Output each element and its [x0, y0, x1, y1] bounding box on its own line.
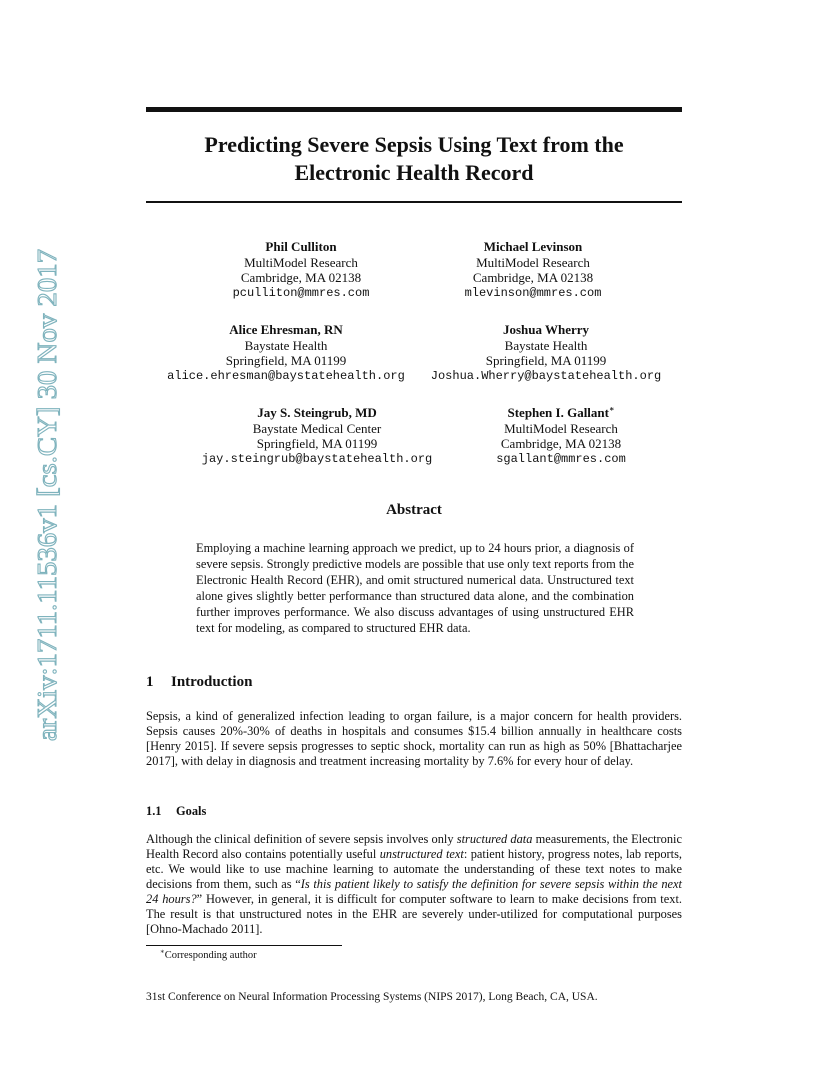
conference-venue: 31st Conference on Neural Information Processing Systems (NIPS 2017), Long Beach, CA, USA. [146, 991, 598, 1003]
author-email[interactable]: sgallant@mmres.com [496, 451, 626, 466]
author-block-6 [421, 405, 701, 467]
author-email[interactable]: alice.ehresman@baystatehealth.org [167, 368, 405, 383]
title-line-1: Predicting Severe Sepsis Using Text from the [204, 132, 624, 157]
author-email[interactable]: mlevinson@mmres.com [464, 285, 602, 300]
author-address: Cambridge, MA 02138 [240, 270, 362, 285]
title-top-rule [146, 107, 682, 112]
subsection-number: 1.1 [146, 804, 162, 818]
author-name: Stephen I. Gallant∗ [507, 404, 615, 420]
corresponding-author-mark: ∗ [608, 404, 615, 414]
footnote-text: Corresponding author [164, 950, 257, 961]
author-name: Michael Levinson [483, 239, 583, 254]
author-block-3 [146, 322, 426, 384]
subsection-heading-goals [146, 804, 206, 819]
author-email[interactable]: jay.steingrub@baystatehealth.org [201, 451, 433, 466]
title-line-2: Electronic Health Record [294, 160, 534, 185]
author-name: Alice Ehresman, RN [229, 322, 343, 337]
emphasis-structured-data: structured data [456, 832, 533, 846]
author-affiliation: Baystate Medical Center [252, 420, 382, 436]
footnote [160, 947, 257, 961]
author-affiliation: Baystate Health [244, 337, 328, 353]
paper-title [146, 131, 682, 187]
author-address: Springfield, MA 01199 [485, 353, 607, 368]
author-address: Cambridge, MA 02138 [500, 436, 622, 451]
arxiv-stamp[interactable] [12, 244, 68, 744]
author-block-5 [177, 405, 457, 467]
emphasis-question: Is this patient likely to satisfy the definition for severe sepsis within the next 24 hours? [146, 877, 682, 906]
introduction-paragraph: Sepsis, a kind of generalized infection leading to organ failure, is a major concern for health providers. Sepsis causes 20%-30% of deaths in hospitals and consumes $15.4 billion annually in healthcare costs [Henry 2015]. If severe sepsis progresses to septic shock, mortality can run as high as 50% [Bhattacharjee 2017], with delay in diagnosis and treatment increasing mortality by 7.6% for every hour of delay. [146, 709, 682, 768]
author-name: Joshua Wherry [502, 322, 590, 337]
footnote-mark: ∗ [160, 947, 165, 956]
arxiv-stamp-text: arXiv:1711.11536v1 [cs.CY] 30 Nov 2017 [32, 279, 62, 741]
title-bottom-rule [146, 201, 682, 203]
author-name: Jay S. Steingrub, MD [257, 405, 377, 420]
author-affiliation: MultiModel Research [244, 254, 358, 270]
author-block-4 [406, 322, 686, 384]
author-affiliation: MultiModel Research [504, 420, 618, 436]
goals-paragraph: Although the clinical definition of severe sepsis involves only structured data measurements, the Electronic Health Record also contains potentially useful unstructured text: patient history, progress notes, lab reports, etc. We would like to use machine learning to automate the understanding of these text notes to make decisions from them, such as “Is this patient likely to satisfy the definition for severe sepsis within the next 24 hours?” However, in general, it is difficult for computer software to learn to make decisions from text. The result is that unstructured notes in the EHR are severely under-utilized for computational purposes [Ohno-Machado 2011]. [146, 832, 682, 936]
author-affiliation: MultiModel Research [476, 254, 590, 270]
author-name: Phil Culliton [265, 239, 337, 254]
author-affiliation: Baystate Health [504, 337, 588, 353]
abstract-heading: Abstract [386, 502, 442, 518]
section-heading-introduction [146, 674, 252, 691]
subsection-title: Goals [176, 804, 207, 818]
author-address: Cambridge, MA 02138 [472, 270, 594, 285]
arxiv-stamp-graphic [12, 244, 68, 744]
emphasis-unstructured-text: unstructured text [379, 847, 464, 861]
section-title: Introduction [171, 674, 253, 690]
section-number: 1 [146, 674, 154, 690]
footnote-rule [146, 945, 342, 946]
author-email[interactable]: pculliton@mmres.com [232, 285, 370, 300]
abstract-text: Employing a machine learning approach we predict, up to 24 hours prior, a diagnosis of severe sepsis. Strongly predictive models are possible that use only text reports from the Electronic Health Record (EHR), and omit structured numerical data. Unstructured text alone gives slightly better performance than structured data alone, and the combination further improves performance. We also discuss advantages of using unstructured EHR text for modeling, as compared to structured EHR data. [196, 541, 634, 635]
author-block-2 [393, 239, 673, 301]
author-address: Springfield, MA 01199 [225, 353, 347, 368]
author-email[interactable]: Joshua.Wherry@baystatehealth.org [430, 368, 662, 383]
author-address: Springfield, MA 01199 [256, 436, 378, 451]
